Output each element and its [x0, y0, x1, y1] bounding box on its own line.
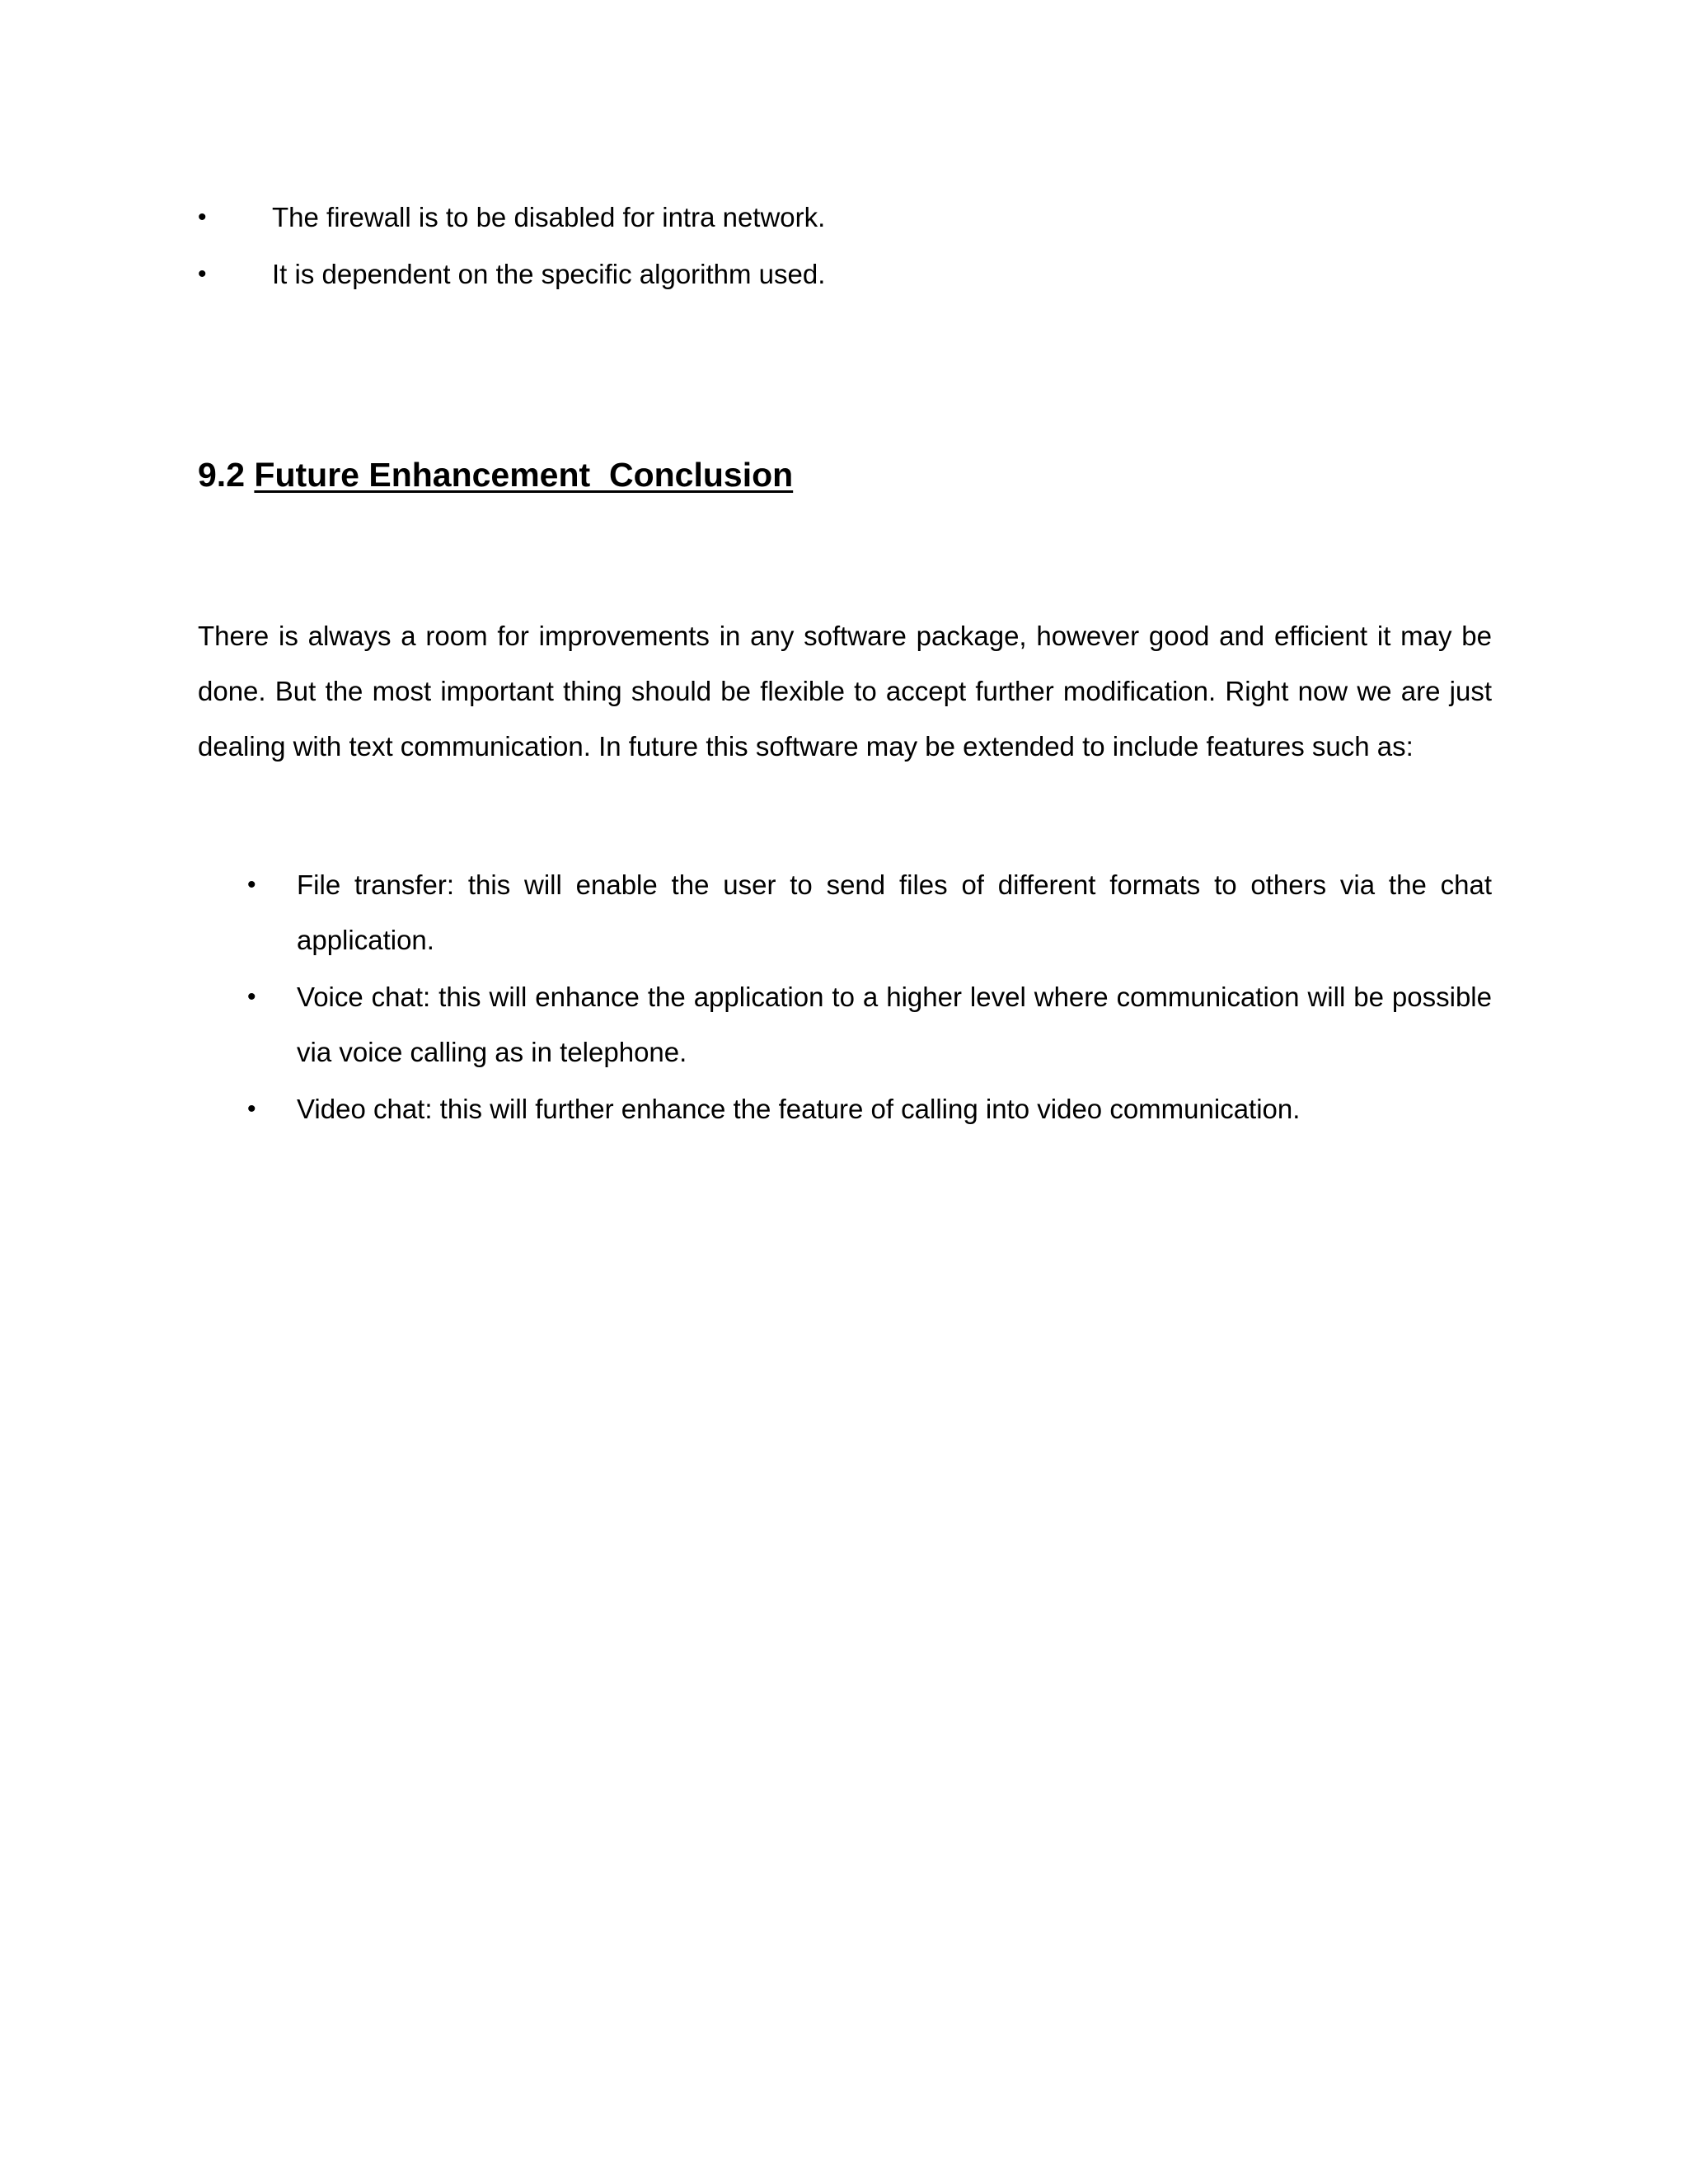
list-item-text: The firewall is to be disabled for intra network. [272, 202, 826, 232]
body-paragraph: There is always a room for improvements in any software package, however good and efficient it may be done. But the most important thing should be flexible to accept further modification. Right now we are just dealing with text communication. In future this software may be extended to include features such as: [198, 621, 1492, 762]
list-item-text: Voice chat: this will enhance the application to a higher level where communication will be possible via voice calling as in telephone. [297, 982, 1492, 1067]
list-item-text: Video chat: this will further enhance the feature of calling into video communication. [297, 1094, 1301, 1124]
list-item [247, 857, 1492, 968]
section-heading [198, 450, 793, 499]
section-number: 9.2 [198, 456, 245, 494]
bullet-icon: • [198, 260, 207, 288]
list-item [198, 198, 1484, 255]
list-item [247, 1081, 1492, 1137]
bullet-icon: • [247, 983, 256, 1010]
bullet-icon: • [247, 871, 256, 898]
list-item-text: File transfer: this will enable the user to send files of different formats to others via the chat application. [297, 869, 1492, 955]
section-title: Future Enhancement Conclusion [254, 456, 794, 494]
constraints-list [198, 198, 1484, 312]
list-item-text: It is dependent on the specific algorithm used. [272, 259, 826, 289]
list-item [247, 969, 1492, 1080]
features-list [247, 857, 1492, 1138]
bullet-icon: • [198, 204, 207, 231]
list-item [198, 255, 1484, 312]
bullet-icon: • [247, 1095, 256, 1122]
